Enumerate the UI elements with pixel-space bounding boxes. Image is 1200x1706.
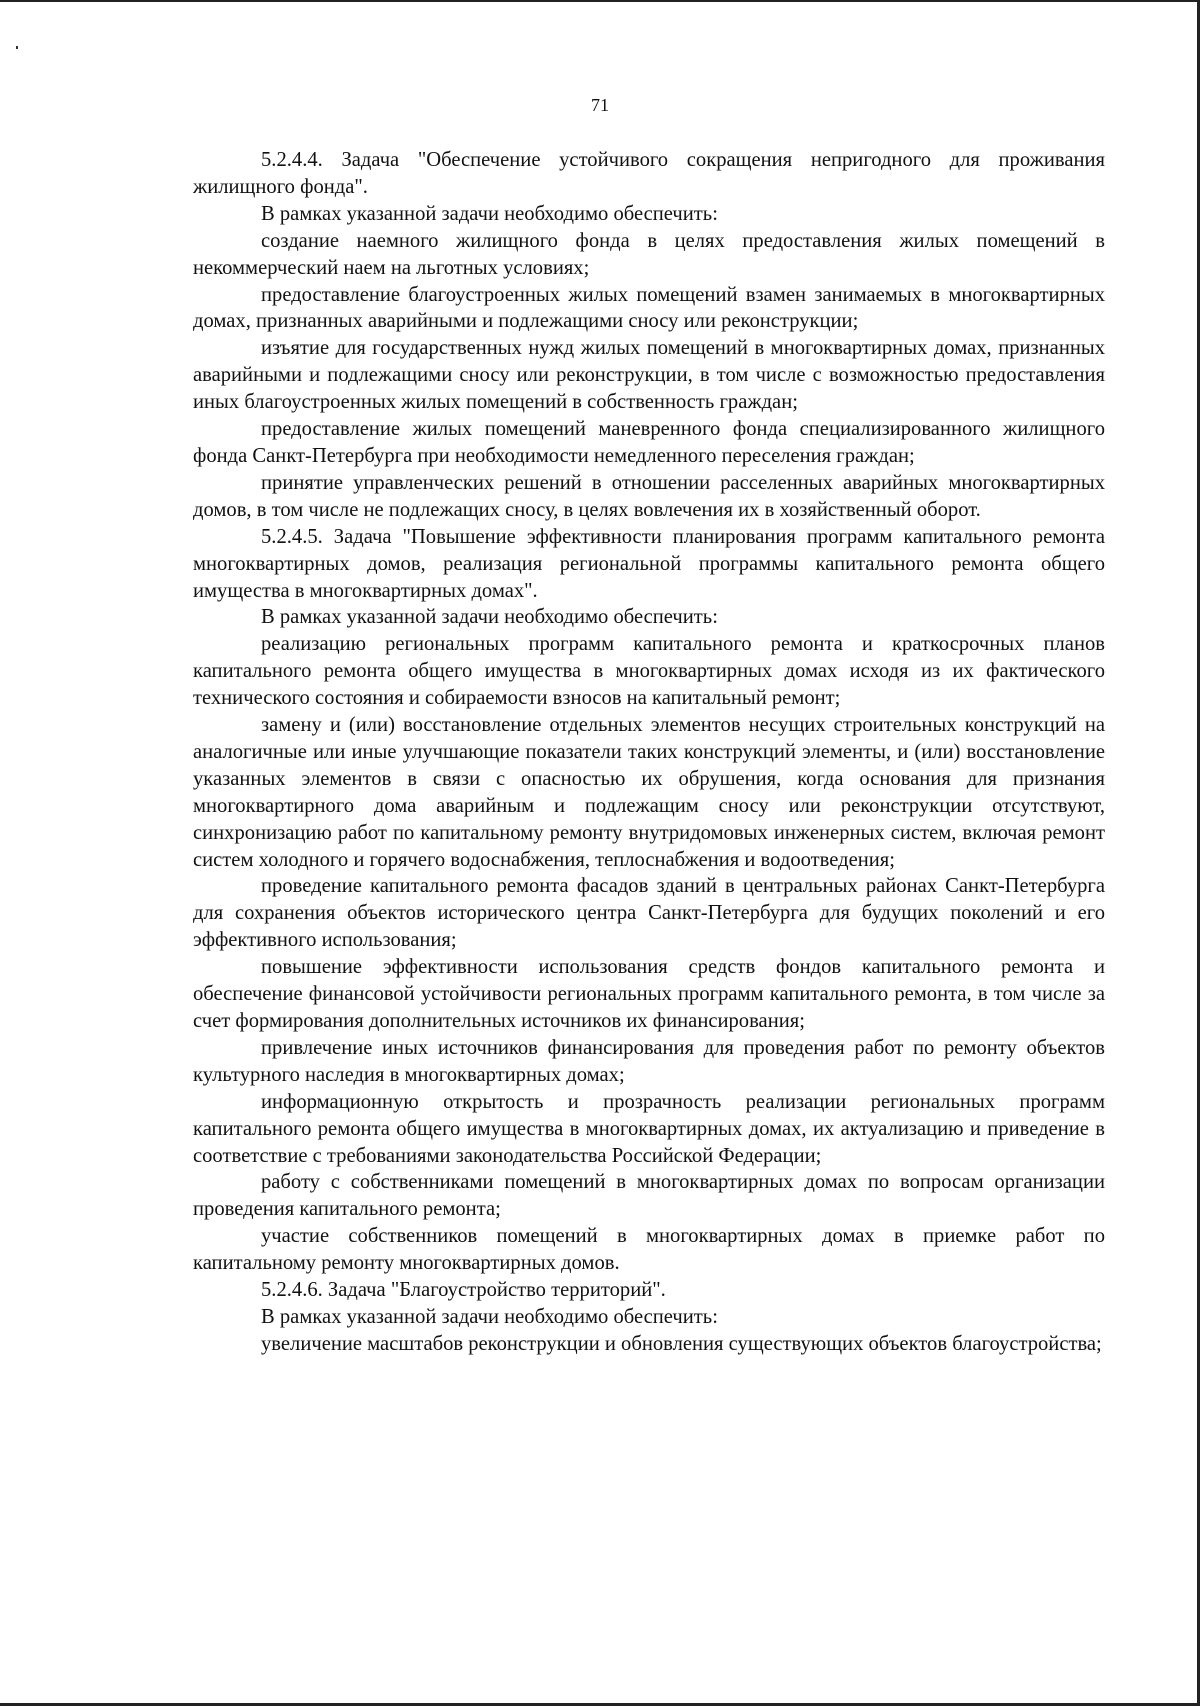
list-item: принятие управленческих решений в отношении расселенных аварийных многоквартирных домов, в том числе не подлежащих сносу, в целях вовлечения их в хозяйственный оборот. [193, 471, 1105, 521]
scan-artifact [16, 46, 18, 49]
intro-paragraph: В рамках указанной задачи необходимо обеспечить: [261, 1305, 718, 1328]
list-item: привлечение иных источников финансирования для проведения работ по ремонту объектов культурного наследия в многоквартирных домах; [193, 1036, 1105, 1086]
list-item: предоставление благоустроенных жилых помещений взамен занимаемых в многоквартирных домах, признанных аварийными и подлежащими сносу или реконструкции; [193, 283, 1105, 333]
list-item: проведение капитального ремонта фасадов зданий в центральных районах Санкт-Петербурга для сохранения объектов исторического центра Санкт-Петербурга для будущих поколений и его эффективного использования; [193, 875, 1105, 952]
document-body [193, 147, 1105, 1358]
list-item: работу с собственниками помещений в многоквартирных домах по вопросам организации проведения капитального ремонта; [193, 1171, 1105, 1221]
page-number: 71 [591, 95, 609, 115]
list-item: изъятие для государственных нужд жилых помещений в многоквартирных домах, признанных аварийными и подлежащими сносу или реконструкции, в том числе с возможностью предоставления иных благоустроенных жилых помещений в собственность граждан; [193, 337, 1105, 414]
task-heading-5-2-4-6: 5.2.4.6. Задача "Благоустройство территорий". [261, 1279, 666, 1302]
list-item: информационную открытость и прозрачность реализации региональных программ капитального ремонта общего имущества в многоквартирных домах, их актуализацию и приведение в соответствие с требованиями законодательства Российской Федерации; [193, 1090, 1105, 1167]
intro-paragraph: В рамках указанной задачи необходимо обеспечить: [261, 202, 718, 225]
list-item: реализацию региональных программ капитального ремонта и краткосрочных планов капитального ремонта общего имущества в многоквартирных домах исходя из их фактического технического состояния и собираемости взносов на капитальный ремонт; [193, 633, 1105, 710]
list-item: замену и (или) восстановление отдельных элементов несущих строительных конструкций на аналогичные или иные улучшающие показатели таких конструкций элементы, и (или) восстановление указанных элементов в связи с опасностью их обрушения, когда основания для признания многоквартирного дома аварийным и подлежащим сносу или реконструкции отсутствуют, синхронизацию работ по капитальному ремонту внутридомовых инженерных систем, включая ремонт систем холодного и горячего водоснабжения, теплоснабжения и водоотведения; [193, 714, 1105, 871]
list-item: создание наемного жилищного фонда в целях предоставления жилых помещений в некоммерческий наем на льготных условиях; [193, 229, 1105, 279]
list-item: повышение эффективности использования средств фондов капитального ремонта и обеспечение финансовой устойчивости региональных программ капитального ремонта, в том числе за счет формирования дополнительных источников их финансирования; [193, 956, 1105, 1032]
list-item: участие собственников помещений в многоквартирных домах в приемке работ по капитальному ремонту многоквартирных домов. [193, 1225, 1105, 1275]
list-item: предоставление жилых помещений маневренного фонда специализированного жилищного фонда Санкт-Петербурга при необходимости немедленного переселения граждан; [193, 418, 1105, 467]
task-heading-5-2-4-5: 5.2.4.5. Задача "Повышение эффективности планирования программ капитального ремонта многоквартирных домов, реализация региональной программы капитального ремонта общего имущества в многоквартирных домах". [193, 525, 1105, 602]
task-heading-5-2-4-4: 5.2.4.4. Задача "Обеспечение устойчивого сокращения непригодного для проживания жилищного фонда". [193, 149, 1105, 198]
intro-paragraph: В рамках указанной задачи необходимо обеспечить: [261, 606, 718, 629]
list-item: увеличение масштабов реконструкции и обновления существующих объектов благоустройства; [261, 1332, 1102, 1355]
